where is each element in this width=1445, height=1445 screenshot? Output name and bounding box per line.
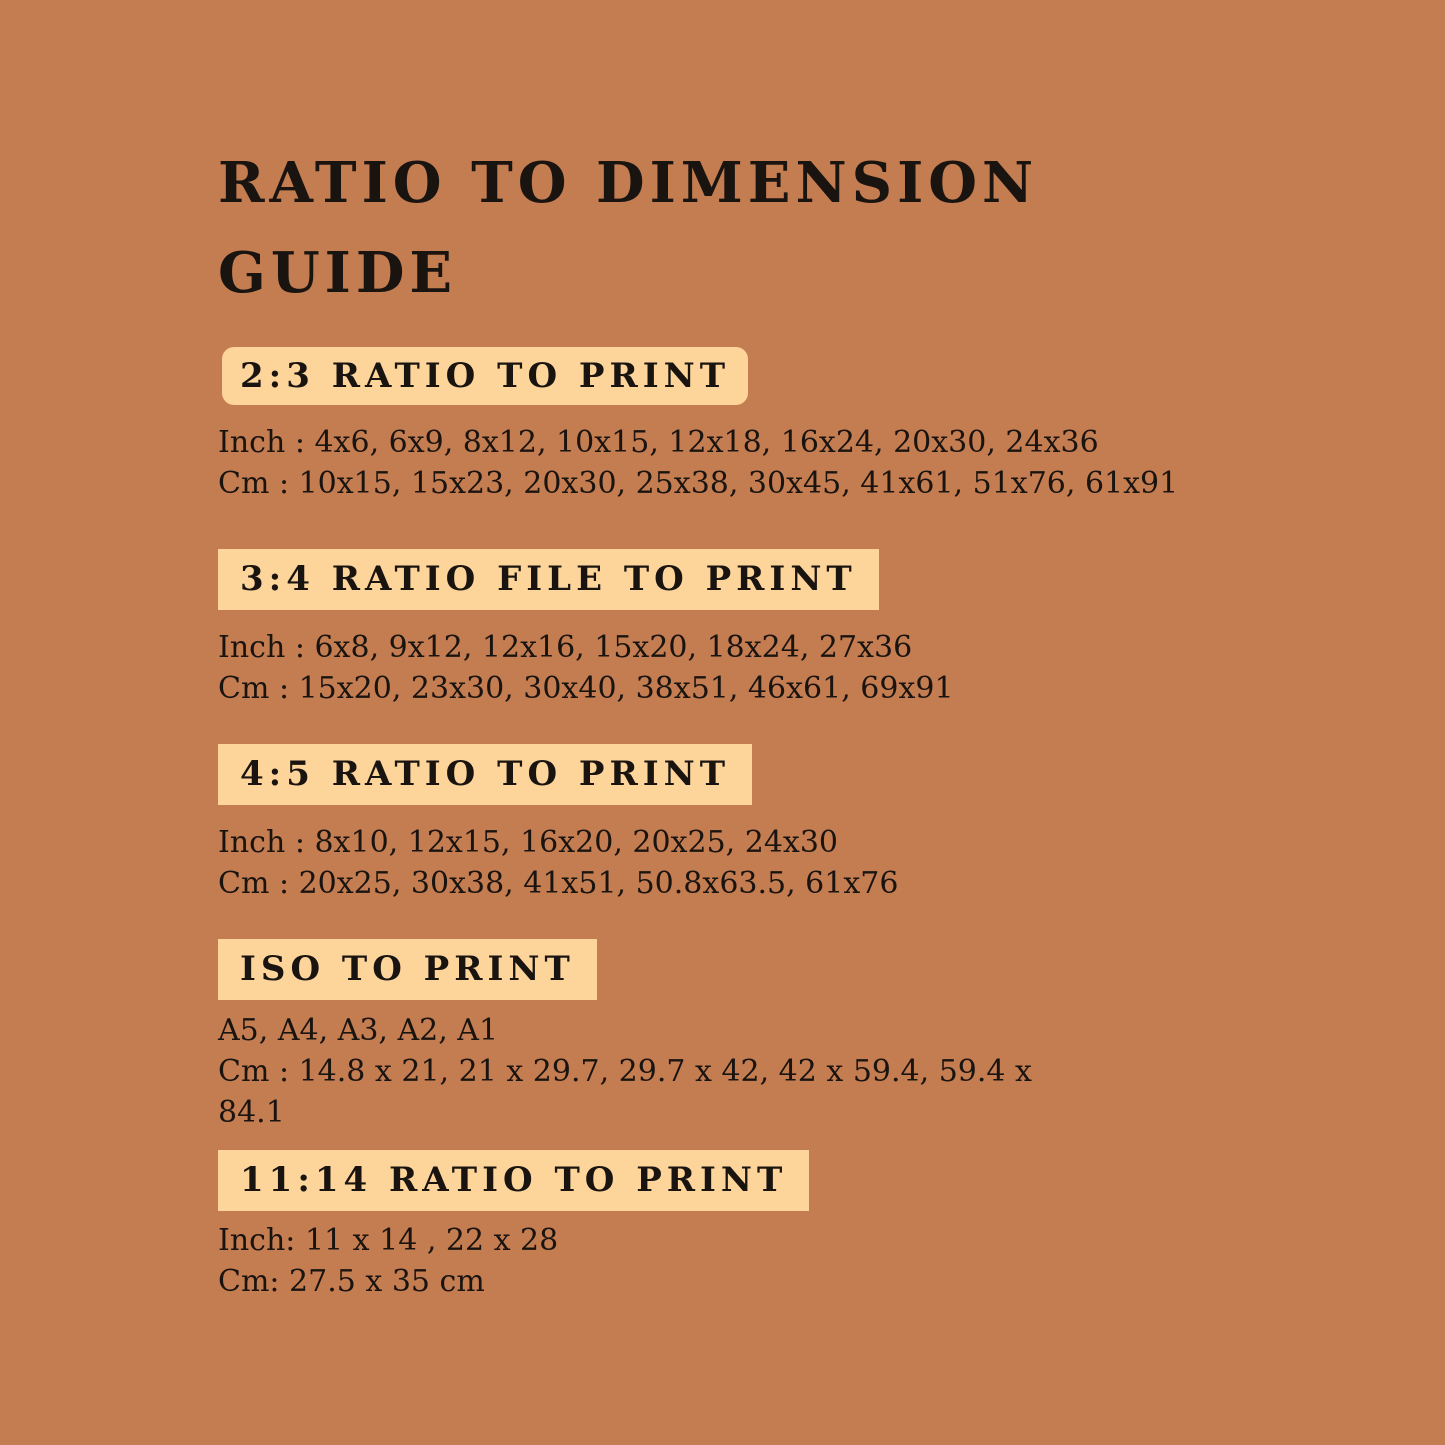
section-heading-11-14: 11:14 RATIO TO PRINT xyxy=(218,1150,809,1211)
section-heading-4-5: 4:5 RATIO TO PRINT xyxy=(218,744,752,805)
section-body-4-5 xyxy=(218,822,898,904)
cm-sizes-line: Cm : 15x20, 23x30, 30x40, 38x51, 46x61, 69x91 xyxy=(218,671,954,706)
section-body-iso xyxy=(218,1010,1078,1133)
inch-sizes-line: Inch : 8x10, 12x15, 16x20, 20x25, 24x30 xyxy=(218,825,839,860)
page-title: RATIO TO DIMENSION GUIDE xyxy=(218,150,1039,306)
section-heading-2-3: 2:3 RATIO TO PRINT xyxy=(222,347,748,405)
inch-sizes-line: Inch: 11 x 14 , 22 x 28 xyxy=(218,1223,559,1258)
section-body-11-14 xyxy=(218,1220,558,1302)
paper-sizes-line: A5, A4, A3, A2, A1 xyxy=(218,1013,499,1048)
section-body-2-3 xyxy=(218,422,1178,504)
cm-sizes-line: Cm: 27.5 x 35 cm xyxy=(218,1264,485,1299)
section-heading-iso: ISO TO PRINT xyxy=(218,939,597,1000)
section-body-3-4 xyxy=(218,627,954,709)
section-heading-3-4: 3:4 RATIO FILE TO PRINT xyxy=(218,549,879,610)
cm-sizes-line: Cm : 10x15, 15x23, 20x30, 25x38, 30x45, 41x61, 51x76, 61x91 xyxy=(218,466,1179,501)
cm-sizes-line: Cm : 14.8 x 21, 21 x 29.7, 29.7 x 42, 42 x 59.4, 59.4 x 84.1 xyxy=(218,1054,1032,1130)
inch-sizes-line: Inch : 4x6, 6x9, 8x12, 10x15, 12x18, 16x24, 20x30, 24x36 xyxy=(218,425,1099,460)
inch-sizes-line: Inch : 6x8, 9x12, 12x16, 15x20, 18x24, 27x36 xyxy=(218,630,913,665)
cm-sizes-line: Cm : 20x25, 30x38, 41x51, 50.8x63.5, 61x76 xyxy=(218,866,899,901)
